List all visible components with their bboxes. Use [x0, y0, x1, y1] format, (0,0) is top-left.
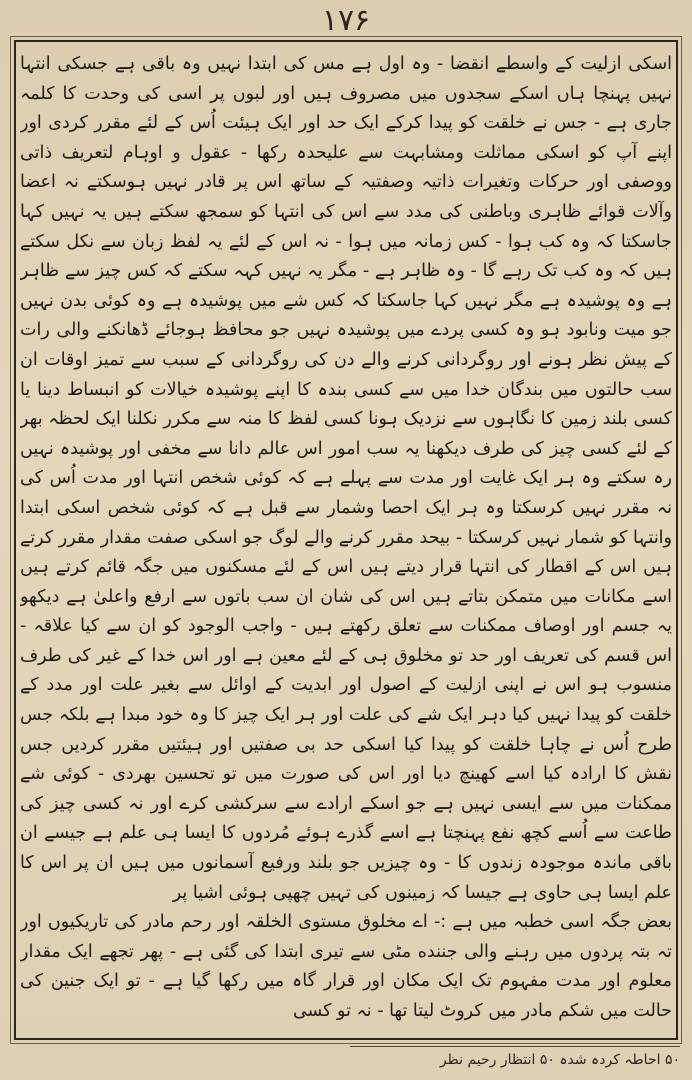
- page-number: ۱۷۶: [321, 3, 371, 38]
- paragraph-sermon: اسکی ازلیت کے واسطے انقضا - وہ اول ہے مس کی ابتدا نہیں وہ باقی ہے جسکی انتہا نہیں پہنچا ہاں اسکے سجدوں میں مصروف ہیں اور لبوں پر اسی کی وحدت کا کلمہ جاری ہے - جس نے خلقت کو پیدا کرکے ایک حد اور ایک ہیئت اُس کے لئے مقرر کردی اور اپنے آپ کو اسکی مماثلت ومشابہت سے علیحدہ رکھا - عقول و اوہام لتعریف ذاتی ووصفی اور حرکات وتغیرات ذاتیہ وصفتیہ کے ساتھ اس پر قادر نہیں ہوسکتے نہ اعضا وآلات قوائے ظاہری وباطنی کی مدد سے اس کی انتہا کو سمجھ سکتے ہیں یہ نہیں کہا جاسکتا کہ وہ کب ہوا - کس زمانہ میں ہوا - نہ اس کے لئے یہ لفظ زبان سے نکل سکتے ہیں کہ وہ کب تک رہے گا - وہ ظاہر ہے - مگر یہ نہیں کہہ سکتے کہ کس چیز سے ظاہر ہے وہ پوشیدہ ہے مگر نہیں کہا جاسکتا کہ کس شے میں پوشیدہ ہے وہ کوئی بدن نہیں جو میت ونابود ہو وہ کسی پردے میں پوشیدہ نہیں جو محافظ ہوجائے ڈھانکنے والی رات کے پیش نظر ہونے اور روگردانی کرنے والے دن کی روگردانی کے سبب سے تمیز اوقات ان سب حالتوں میں بندگان خدا میں سے کسی بندہ کا اپنے پوشیدہ خیالات کو انبساط دینا یا کسی بلند زمین کا نگاہوں سے نزدیک ہونا کسی لفظ کا منہ سے مکرر نکلنا ایک لحظہ بھر کے لئے کسی چیز کی طرف دیکھنا یہ سب امور اس عالم دانا سے مخفی اور پوشیدہ نہیں رہ سکتے وہ ہر ایک غایت اور مدت سے پہلے ہے کہ کوئی شخص انتہا اور مدت اُس کی نہ مقرر نہیں کرسکتا وہ ہر ایک احصا وشمار سے قبل ہے کہ کوئی شخص اسکی ابتدا وانتہا کو شمار نہیں کرسکتا - بیحد مقرر کرنے والے لوگ جو اسکی صفت مقدار مقرر کرتے ہیں اس کے اقطار کی انتہا قرار دیتے ہیں اس کے لئے مسکنوں میں جگہ قائم کرتے ہیں اسے مکانات میں متمکن بتاتے ہیں اس کی شان ان سب باتوں سے ارفع واعلیٰ ہے دیکھو یہ جسم اور اوصاف ممکنات سے تعلق رکھتے ہیں - واجب الوجود کو ان سے کیا علاقہ - اس قسم کی تعریف اور حد تو مخلوق ہی کے لئے معین ہے اور اس خدا کے غیر کی طرف منسوب ہو اس نے اپنی ازلیت کے اصول اور ابدیت کے اوائل سے بغیر علت اور مدد کے خلقت کو پیدا نہیں کیا دہر ایک شے کی علت اور ہر ایک چیز کا وہ خود مبدا ہے بلکہ جس طرح اُس نے چاہا خلقت کو پیدا کیا اسکی حد بی صفتیں اور ہیئتیں مقرر کردیں جس نقش کا ارادہ کیا اسے کھینچ دیا اور اس کی صورت میں تو تحسین بھردی - کوئی شے ممکنات میں سے ایسی نہیں ہے جو اسکے ارادے سے سرکشی کرے اور نہ کسی چیز کی طاعت سے اُسے کچھ نفع پہنچتا ہے اسے گذرے ہوئے مُردوں کا ایسا ہی علم ہے جیسے ان باقی ماندہ موجودہ زندوں کا - وہ چیزیں جو بلند ورفیع آسمانوں میں ہیں ان پر اس کا علم ایسا ہی حاوی ہے جیسا کہ زمینوں کی تہیں چھپی ہوئی اشیا پر: [20, 54, 672, 903]
- body-text: [20, 50, 672, 1035]
- paragraph-sermon-excerpt: بعض جگہ اسی خطبہ میں ہے :- اے مخلوق مستوی الخلقہ اور رحم مادر کی تاریکیوں اور تہ بتہ پردوں میں رہنے والی جننده مٹی سے تیری ابتدا کی گئی ہے - پھر تجھے ایک مقدار معلوم اور مدت مفہوم تک ایک مکان اور قرار گاہ میں رکھا گیا ہے - تو ایک جنین کی حالت میں شکم مادر میں کروٹ لیتا تھا - نہ تو کسی: [20, 912, 672, 1021]
- footnote: ۵۰ احاطہ کردہ شدہ ۵۰ انتظار رحیم نظر: [350, 1046, 680, 1073]
